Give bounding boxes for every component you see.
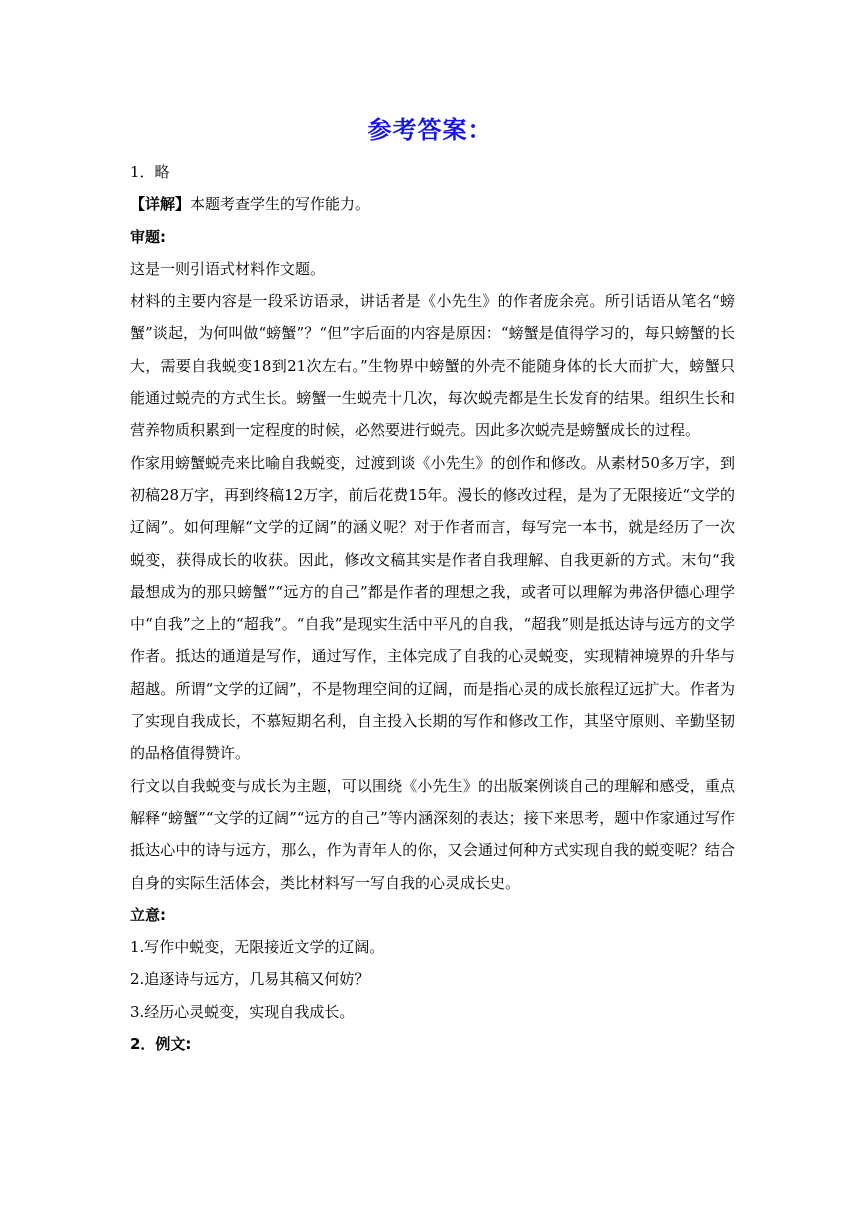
answer-content <box>130 156 735 1060</box>
q1-label: 1．略 <box>130 163 170 181</box>
idea-2: 2.追逐诗与远方，几易其稿又何妨？ <box>130 970 370 989</box>
liyi-heading: 立意: <box>130 905 166 924</box>
page-title: 参考答案： <box>367 116 493 144</box>
paragraph-3: 作家用螃蟹蜕壳来比喻自我蜕变，过渡到谈《小先生》的创作和修改。从素材50多万字，到初稿28万字，再到终稿12万字，前后花费15年。漫长的修改过程，是为了无限接近“文学的辽阔”。如何理解“文学的辽阔”的涵义呢？对于作者而言，每写完一本书，就是经历了一次蜕变，获得成长的收获。因此，修改文稿其实是作者自我理解、自我更新的方式。末句“我最想成为的那只螃蟹”“远方的自己”都是作者的理想之我，或者可以理解为弗洛伊德心理学中“自我”之上的“超我”。“自我”是现实生活中平凡的自我，“超我”则是抵达诗与远方的文学作者。抵达的通道是写作，通过写作，主体完成了自我的心灵蜕变，实现精神境界的升华与超越。所谓“文学的辽阔”，不是物理空间的辽阔，而是指心灵的成长旅程辽远扩大。作者为了实现自我成长，不慕短期名利，自主投入长期的写作和修改工作，其坚守原则、辛勤坚韧的品格值得赞许。 <box>130 453 735 763</box>
idea-3: 3.经历心灵蜕变，实现自我成长。 <box>130 1002 355 1021</box>
detail-label: 【详解】 <box>130 195 191 214</box>
detail-text: 本题考查学生的写作能力。 <box>190 195 371 214</box>
paragraph-1: 这是一则引语式材料作文题。 <box>130 259 326 278</box>
paragraph-2: 材料的主要内容是一段采访语录，讲话者是《小先生》的作者庞余亮。所引话语从笔名“螃蟹”谈起，为何叫做“螃蟹”？“但”字后面的内容是原因：“螃蟹是值得学习的，每只螃蟹的长大，需要自我蜕变18到21次左右。”生物界中螃蟹的外壳不能随身体的长大而扩大，螃蟹只能通过蜕壳的方式生长。螃蟹一生蜕壳十几次，每次蜕壳都是生长发育的结果。组织生长和营养物质积累到一定程度的时候，必然要进行蜕壳。因此多次蜕壳是螃蟹成长的过程。 <box>130 292 735 440</box>
paragraph-4: 行文以自我蜕变与成长为主题，可以围绕《小先生》的出版案例谈自己的理解和感受，重点解释“螃蟹”“文学的辽阔”“远方的自己”等内涵深刻的表达；接下来思考，题中作家通过写作抵达心中的诗与远方，那么，作为青年人的你，又会通过何种方式实现自我的蜕变呢？结合自身的实际生活体会，类比材料写一写自我的心灵成长史。 <box>130 776 735 892</box>
q2-label: 2．例文: <box>130 1035 192 1054</box>
detail-line <box>130 188 735 220</box>
shenti-heading: 审题: <box>130 227 166 246</box>
idea-1: 1.写作中蜕变，无限接近文学的辽阔。 <box>130 938 385 957</box>
